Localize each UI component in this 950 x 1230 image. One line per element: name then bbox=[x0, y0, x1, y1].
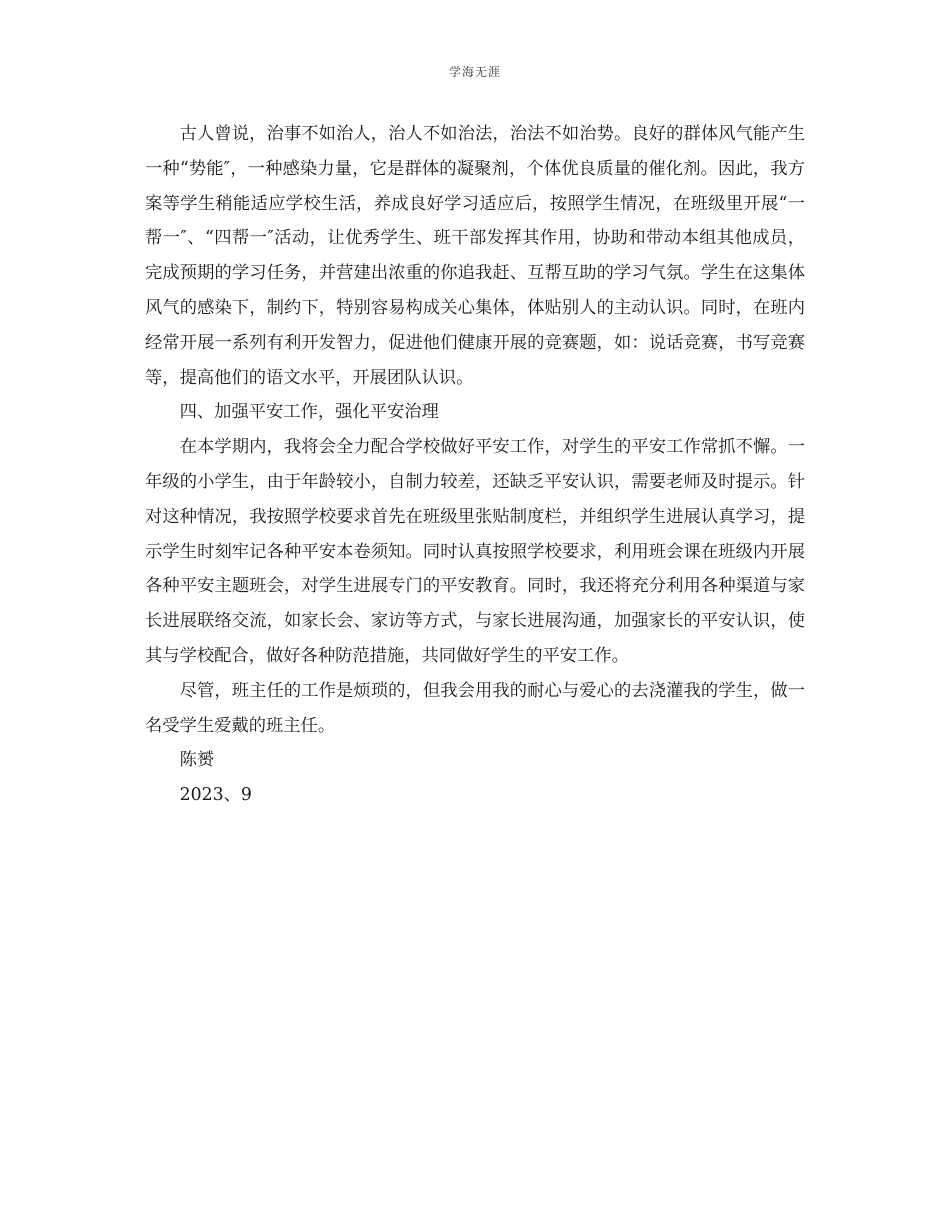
signature: 陈赟 bbox=[179, 750, 215, 771]
paragraph-closing: 尽管，班主任的工作是烦琐的，但我会用我的耐心与爱心的去浇灌我的学生，做一名受学生爱戴的班主任。 bbox=[145, 680, 805, 736]
paragraph-collective-atmosphere: 古人曾说，治事不如治人，治人不如治法，治法不如治势。良好的群体风气能产生一种“势能″，一种感染力量，它是群体的凝聚剂，个体优良质量的催化剂。因此，我方案等学生稍能适应学校生活，养成良好学习适应后，按照学生情况，在班级里开展“一帮一″、“四帮一″活动，让优秀学生、班干部发挥其作用，协助和带动本组其他成员，完成预期的学习任务，并营建出浓重的你追我赶、互帮互助的学习气氛。学生在这集体风气的感染下，制约下，特别容易构成关心集体，体贴别人的主动认识。同时，在班内经常开展一系列有利开发智力，促进他们健康开展的竞赛题，如：说话竞赛，书写竞赛等，提高他们的语文水平，开展团队认识。 bbox=[145, 124, 805, 388]
section-heading-safety: 四、加强平安工作，强化平安治理 bbox=[179, 402, 439, 423]
date: 2023、9 bbox=[179, 785, 252, 806]
paragraph-safety-work: 在本学期内，我将会全力配合学校做好平安工作，对学生的平安工作常抓不懈。一年级的小学生，由于年龄较小，自制力较差，还缺乏平安认识，需要老师及时提示。针对这种情况，我按照学校要求首先在班级里张贴制度栏，并组织学生进展认真学习，提示学生时刻牢记各种平安本卷须知。同时认真按照学校要求，利用班会课在班级内开展各种平安主题班会，对学生进展专门的平安教育。同时，我还将充分利用各种渠道与家长进展联络交流，如家长会、家访等方式，与家长进展沟通，加强家长的平安认识，使其与学校配合，做好各种防范措施，共同做好学生的平安工作。 bbox=[145, 437, 805, 666]
page-header: 学海无涯 bbox=[448, 65, 501, 79]
document-body bbox=[145, 117, 805, 813]
